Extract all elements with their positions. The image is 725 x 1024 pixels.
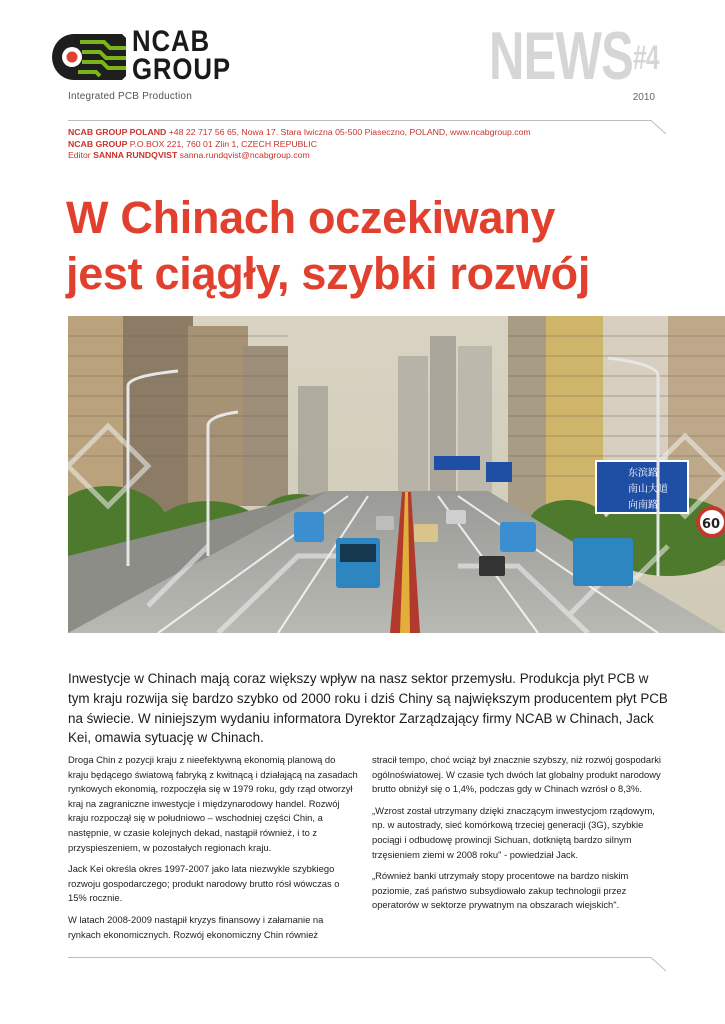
contact-block [68, 127, 531, 162]
paragraph: Jack Kei określa okres 1997-2007 jako lata niezwykle szybkiego rozwoju gospodarczego; produkt narodowy brutto rósł wówczas o 15% rocznie. [68, 863, 340, 904]
lead-paragraph: Inwestycje w Chinach mają coraz większy wpływ na nasz sektor przemysłu. Produkcja płyt PCB w tym kraju rozwija się bardzo szybko od 2000 roku i dziś Chiny są największym producentem płyt PCB na świecie. W niniejszym wydaniu informatora Dyrektor Zarządzający firmy NCAB w Chinach, Jack Kei, omawia sytuację w Chinach. [68, 671, 668, 746]
body-column-right [372, 753, 668, 920]
paragraph: Droga Chin z pozycji kraju z nieefektywną ekonomią planową do kraju będącego światową fabryką z kwitnącą i działającą na zasadach rynkowych ekonomią, rozpoczęła się w 1979 roku, gdy rząd otworzył kraj na zagraniczne inwestycje i międzynarodowy handel. Rozwój kraju rozpoczął się w południowo – wschodniej części Chin, a następnie, w czasie kolejnych dekad, nastąpił również, i to z przyspieszeniem, w pozostałych regionach kraju. [68, 754, 358, 853]
logo-line-1: NCAB [132, 25, 210, 58]
issue-year: 2010 [632, 92, 655, 103]
sign-text-2: 南山大道 [628, 484, 668, 495]
contact-editor: Editor SANNA RUNDQVIST sanna.rundqvist@ncabgroup.com [68, 150, 310, 161]
logo-line-2: GROUP [132, 53, 231, 86]
contact-poland: NCAB GROUP POLAND +48 22 717 56 65, Nowa 17. Stara Iwiczna 05-500 Piaseczno, POLAND, www.ncabgroup.com [68, 127, 531, 137]
paragraph: W latach 2008-2009 nastąpił kryzys finansowy i załamanie na rynkach ekonomicznych. Rozwój ekonomiczny Chin również [68, 913, 324, 940]
city-street-photo [68, 316, 725, 633]
news-label: NEWS [489, 18, 634, 94]
footer-divider [68, 952, 668, 972]
sign-text-1: 东滨路 [628, 468, 658, 479]
logo-wordmark [132, 25, 231, 86]
sign-text-3: 向南路 [628, 500, 658, 511]
paragraph: stracił tempo, choć wciąż był znacznie szybszy, niż rozwój gospodarki ogólnoświatowej. W czasie tych dwóch lat globalny produkt narodowy brutto obniżył się o 1,4%, podczas gdy w Chinach wzrósł o 8,3%. [372, 754, 661, 795]
body-column-left [68, 753, 358, 949]
tagline: Integrated PCB Production [68, 91, 192, 102]
ncab-logo [52, 25, 232, 92]
pcb-trace-logo-icon [52, 28, 128, 86]
headline [66, 190, 686, 302]
street-scene-image [68, 316, 725, 633]
newsletter-title [489, 18, 659, 94]
paragraph: „Również banki utrzymały stopy procentowe na bardzo niskim poziomie, zaś państwo subsydiowało zakup technologii przez operatorów w sektorze prywatnym na obszarach wiejskich". [372, 870, 629, 911]
headline-line-2: jest ciągły, szybki rozwój [66, 248, 591, 299]
issue-number: #4 [633, 39, 659, 77]
paragraph: „Wzrost został utrzymany dzięki znaczącym inwestycjom rządowym, np. w autostrady, sieć komórkową trzeciej generacji (3G), szybkie pociągi i odbudowę prowincji Sichuan, dotkniętą bardzo silnym trzęsieniem ziemi w 2008 roku" - powiedział Jack. [372, 804, 655, 860]
contact-czech: NCAB GROUP P.O.BOX 221, 760 01 Zlin 1, CZECH REPUBLIC [68, 138, 317, 149]
speed-limit-text: 60 [702, 517, 721, 532]
headline-line-1: W Chinach oczekiwany [66, 192, 556, 243]
